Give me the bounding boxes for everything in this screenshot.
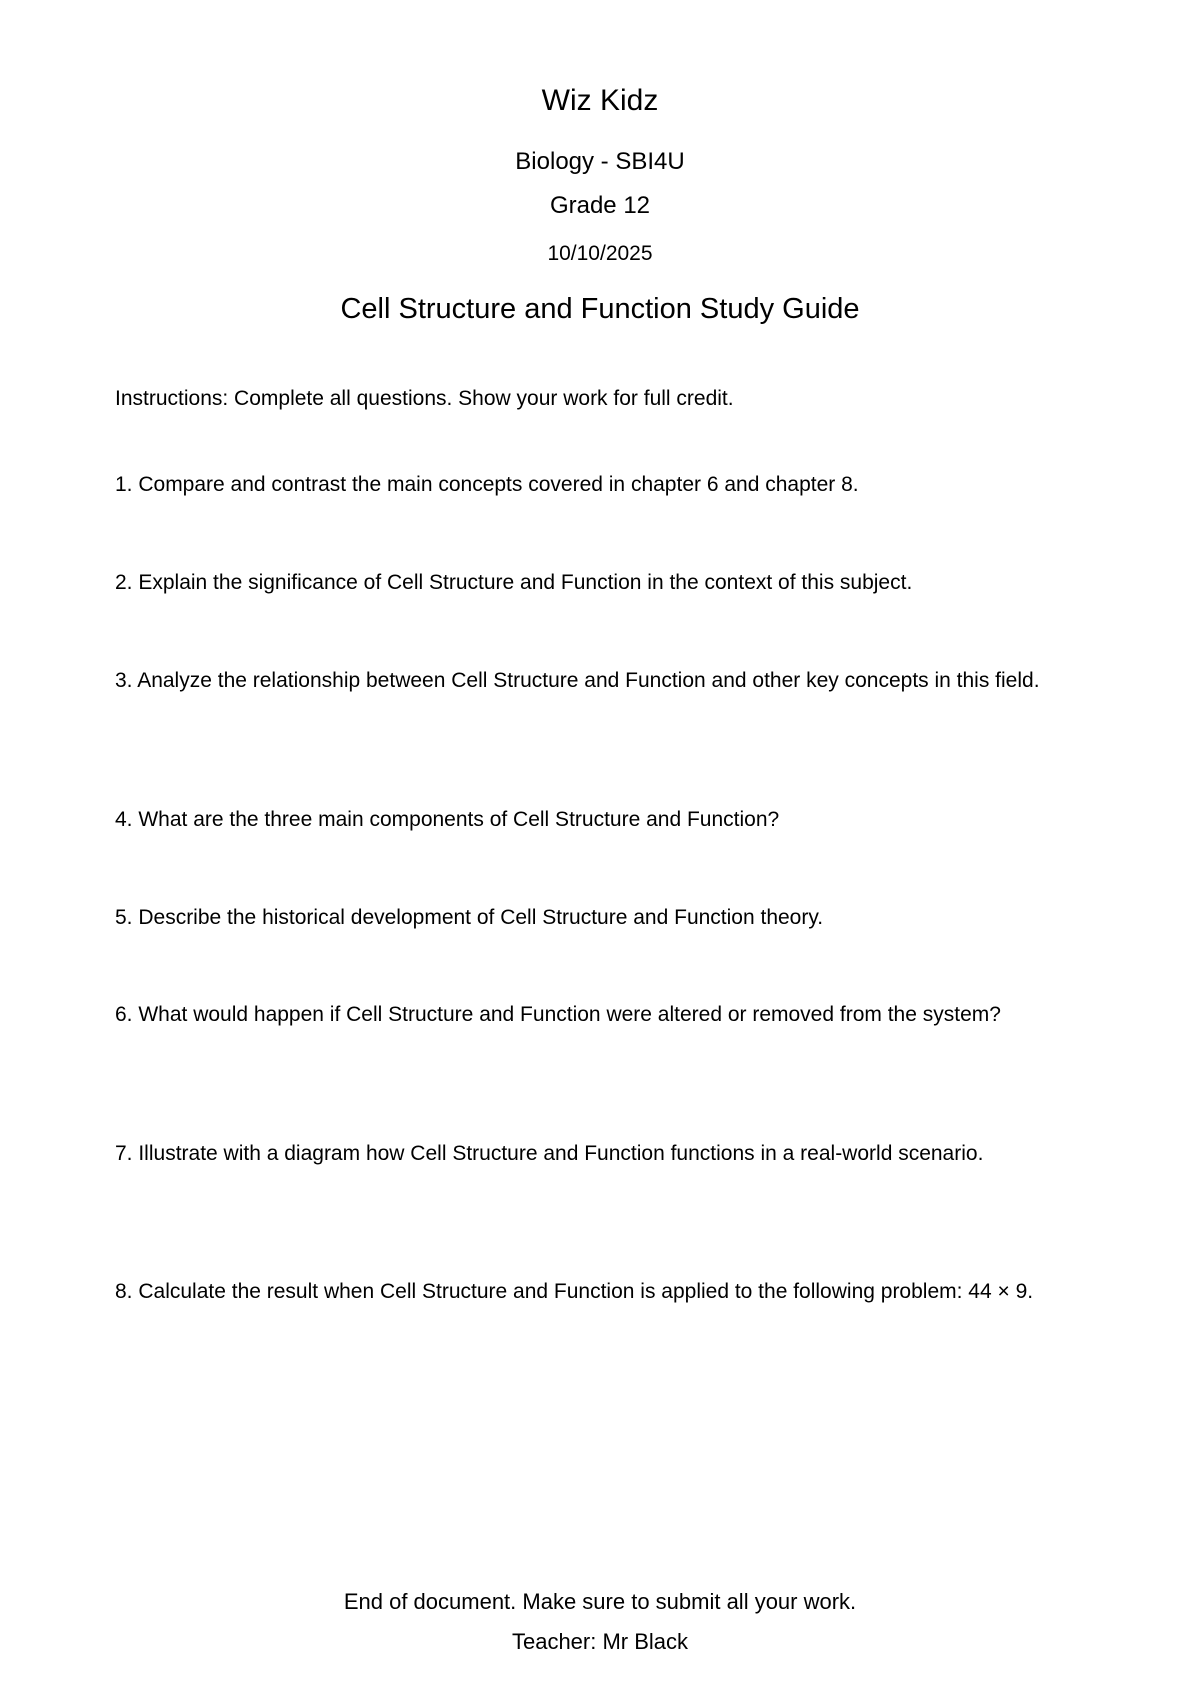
- question-2: 2. Explain the significance of Cell Structure and Function in the context of this subject.: [115, 571, 913, 594]
- course-code: Biology - SBI4U: [515, 148, 685, 175]
- document-date: 10/10/2025: [547, 242, 653, 265]
- instructions-text: Instructions: Complete all questions. Show your work for full credit.: [115, 387, 734, 410]
- question-6: 6. What would happen if Cell Structure and Function were altered or removed from the system?: [115, 1003, 1001, 1026]
- question-5: 5. Describe the historical development of Cell Structure and Function theory.: [115, 906, 824, 929]
- document-title: Cell Structure and Function Study Guide: [340, 293, 860, 325]
- question-7: 7. Illustrate with a diagram how Cell Structure and Function functions in a real-world scenario.: [115, 1142, 984, 1165]
- school-name: Wiz Kidz: [541, 84, 659, 117]
- question-8: 8. Calculate the result when Cell Structure and Function is applied to the following problem: 44 × 9.: [115, 1280, 1034, 1303]
- question-4: 4. What are the three main components of Cell Structure and Function?: [115, 808, 780, 831]
- question-1: 1. Compare and contrast the main concepts covered in chapter 6 and chapter 8.: [115, 473, 859, 496]
- question-3: 3. Analyze the relationship between Cell Structure and Function and other key concepts in this field.: [115, 669, 1040, 692]
- footer-note: End of document. Make sure to submit all your work.: [343, 1589, 857, 1614]
- grade-level: Grade 12: [549, 192, 651, 219]
- teacher-name: Teacher: Mr Black: [511, 1629, 689, 1654]
